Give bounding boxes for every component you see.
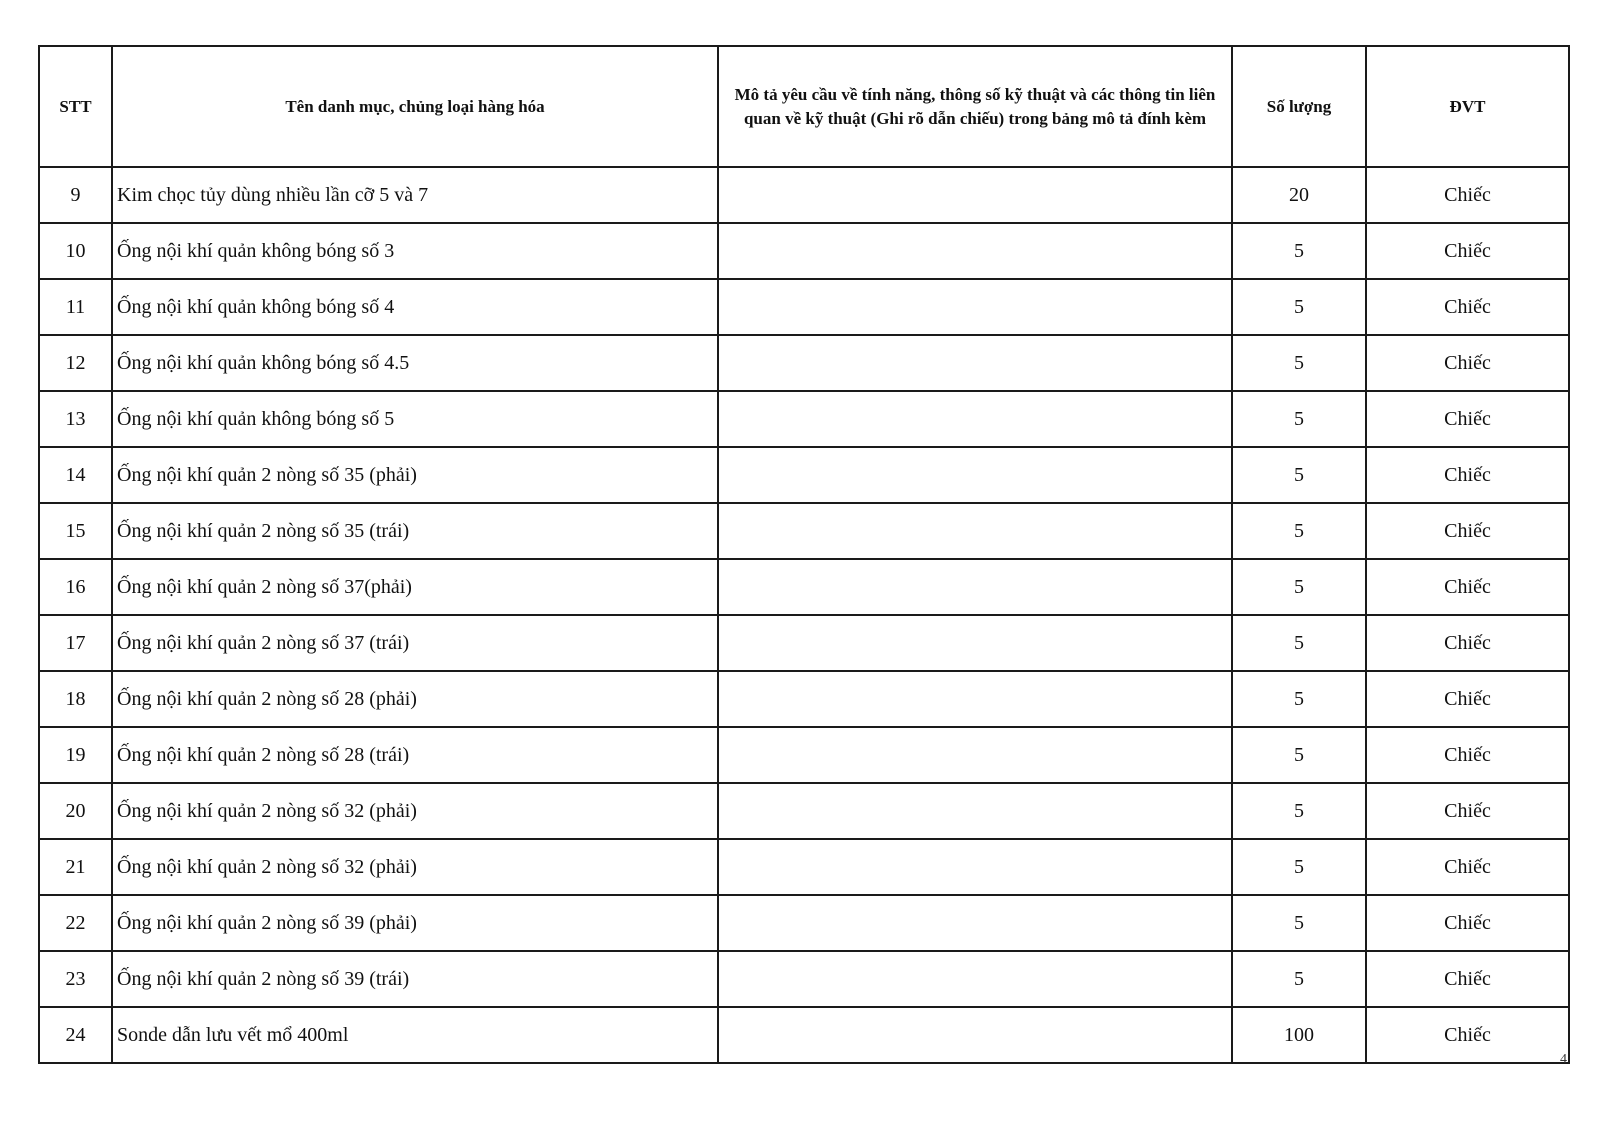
cell-stt: 17 bbox=[39, 615, 112, 671]
header-description: Mô tả yêu cầu về tính năng, thông số kỹ thuật và các thông tin liên quan về kỹ thuật (Ghi rõ dẫn chiếu) trong bảng mô tả đính kèm bbox=[718, 46, 1232, 167]
header-stt: STT bbox=[39, 46, 112, 167]
cell-stt: 13 bbox=[39, 391, 112, 447]
table-row bbox=[39, 895, 1569, 951]
cell-unit: Chiếc bbox=[1366, 503, 1569, 559]
cell-description bbox=[718, 951, 1232, 1007]
header-unit: ĐVT bbox=[1366, 46, 1569, 167]
cell-name: Ống nội khí quản 2 nòng số 39 (trái) bbox=[112, 951, 718, 1007]
cell-unit: Chiếc bbox=[1366, 951, 1569, 1007]
cell-stt: 22 bbox=[39, 895, 112, 951]
cell-stt: 23 bbox=[39, 951, 112, 1007]
cell-unit: Chiếc bbox=[1366, 167, 1569, 223]
cell-unit: Chiếc bbox=[1366, 223, 1569, 279]
cell-name: Kim chọc tủy dùng nhiều lần cỡ 5 và 7 bbox=[112, 167, 718, 223]
table-row bbox=[39, 615, 1569, 671]
cell-quantity: 5 bbox=[1232, 839, 1366, 895]
cell-unit: Chiếc bbox=[1366, 615, 1569, 671]
cell-quantity: 5 bbox=[1232, 895, 1366, 951]
cell-stt: 15 bbox=[39, 503, 112, 559]
cell-description bbox=[718, 839, 1232, 895]
cell-quantity: 5 bbox=[1232, 447, 1366, 503]
cell-stt: 19 bbox=[39, 727, 112, 783]
cell-stt: 11 bbox=[39, 279, 112, 335]
cell-description bbox=[718, 559, 1232, 615]
cell-stt: 10 bbox=[39, 223, 112, 279]
cell-unit: Chiếc bbox=[1366, 335, 1569, 391]
cell-name: Ống nội khí quản không bóng số 4.5 bbox=[112, 335, 718, 391]
cell-description bbox=[718, 615, 1232, 671]
table-row bbox=[39, 335, 1569, 391]
header-quantity: Số lượng bbox=[1232, 46, 1366, 167]
cell-quantity: 5 bbox=[1232, 223, 1366, 279]
cell-quantity: 5 bbox=[1232, 727, 1366, 783]
table-row bbox=[39, 783, 1569, 839]
cell-unit: Chiếc bbox=[1366, 559, 1569, 615]
cell-name: Ống nội khí quản 2 nòng số 39 (phải) bbox=[112, 895, 718, 951]
cell-quantity: 5 bbox=[1232, 559, 1366, 615]
cell-quantity: 5 bbox=[1232, 671, 1366, 727]
cell-name: Ống nội khí quản không bóng số 3 bbox=[112, 223, 718, 279]
cell-name: Ống nội khí quản 2 nòng số 32 (phải) bbox=[112, 783, 718, 839]
cell-name: Ống nội khí quản 2 nòng số 32 (phải) bbox=[112, 839, 718, 895]
cell-description bbox=[718, 727, 1232, 783]
cell-description bbox=[718, 223, 1232, 279]
header-name: Tên danh mục, chủng loại hàng hóa bbox=[112, 46, 718, 167]
cell-description bbox=[718, 447, 1232, 503]
cell-name: Ống nội khí quản 2 nòng số 35 (phải) bbox=[112, 447, 718, 503]
document-page bbox=[38, 45, 1568, 1064]
table-row bbox=[39, 727, 1569, 783]
cell-description bbox=[718, 895, 1232, 951]
page-number: 4 bbox=[1560, 1052, 1567, 1067]
table-row bbox=[39, 839, 1569, 895]
cell-stt: 20 bbox=[39, 783, 112, 839]
cell-name: Sonde dẫn lưu vết mổ 400ml bbox=[112, 1007, 718, 1063]
table-row bbox=[39, 671, 1569, 727]
table-row bbox=[39, 503, 1569, 559]
cell-description bbox=[718, 335, 1232, 391]
cell-name: Ống nội khí quản 2 nòng số 35 (trái) bbox=[112, 503, 718, 559]
cell-description bbox=[718, 783, 1232, 839]
cell-description bbox=[718, 1007, 1232, 1063]
cell-name: Ống nội khí quản 2 nòng số 28 (trái) bbox=[112, 727, 718, 783]
cell-description bbox=[718, 671, 1232, 727]
cell-stt: 21 bbox=[39, 839, 112, 895]
cell-unit: Chiếc bbox=[1366, 783, 1569, 839]
cell-unit: Chiếc bbox=[1366, 1007, 1569, 1063]
cell-quantity: 5 bbox=[1232, 335, 1366, 391]
cell-quantity: 100 bbox=[1232, 1007, 1366, 1063]
cell-quantity: 5 bbox=[1232, 951, 1366, 1007]
cell-unit: Chiếc bbox=[1366, 727, 1569, 783]
table-row bbox=[39, 223, 1569, 279]
cell-stt: 14 bbox=[39, 447, 112, 503]
cell-unit: Chiếc bbox=[1366, 671, 1569, 727]
cell-stt: 16 bbox=[39, 559, 112, 615]
cell-description bbox=[718, 503, 1232, 559]
cell-description bbox=[718, 167, 1232, 223]
header-row bbox=[39, 46, 1569, 167]
cell-description bbox=[718, 391, 1232, 447]
cell-name: Ống nội khí quản không bóng số 5 bbox=[112, 391, 718, 447]
cell-unit: Chiếc bbox=[1366, 279, 1569, 335]
cell-quantity: 5 bbox=[1232, 503, 1366, 559]
cell-stt: 18 bbox=[39, 671, 112, 727]
cell-quantity: 5 bbox=[1232, 279, 1366, 335]
cell-name: Ống nội khí quản 2 nòng số 37(phải) bbox=[112, 559, 718, 615]
cell-stt: 9 bbox=[39, 167, 112, 223]
cell-name: Ống nội khí quản không bóng số 4 bbox=[112, 279, 718, 335]
table-row bbox=[39, 391, 1569, 447]
table-row bbox=[39, 447, 1569, 503]
cell-quantity: 5 bbox=[1232, 615, 1366, 671]
cell-unit: Chiếc bbox=[1366, 391, 1569, 447]
cell-quantity: 5 bbox=[1232, 783, 1366, 839]
cell-unit: Chiếc bbox=[1366, 447, 1569, 503]
cell-stt: 24 bbox=[39, 1007, 112, 1063]
table-row bbox=[39, 279, 1569, 335]
cell-name: Ống nội khí quản 2 nòng số 37 (trái) bbox=[112, 615, 718, 671]
table-row bbox=[39, 951, 1569, 1007]
cell-name: Ống nội khí quản 2 nòng số 28 (phải) bbox=[112, 671, 718, 727]
cell-stt: 12 bbox=[39, 335, 112, 391]
cell-quantity: 5 bbox=[1232, 391, 1366, 447]
table-row bbox=[39, 167, 1569, 223]
cell-unit: Chiếc bbox=[1366, 895, 1569, 951]
cell-unit: Chiếc bbox=[1366, 839, 1569, 895]
table-row bbox=[39, 559, 1569, 615]
cell-description bbox=[718, 279, 1232, 335]
goods-table bbox=[38, 45, 1570, 1064]
cell-quantity: 20 bbox=[1232, 167, 1366, 223]
table-row bbox=[39, 1007, 1569, 1063]
